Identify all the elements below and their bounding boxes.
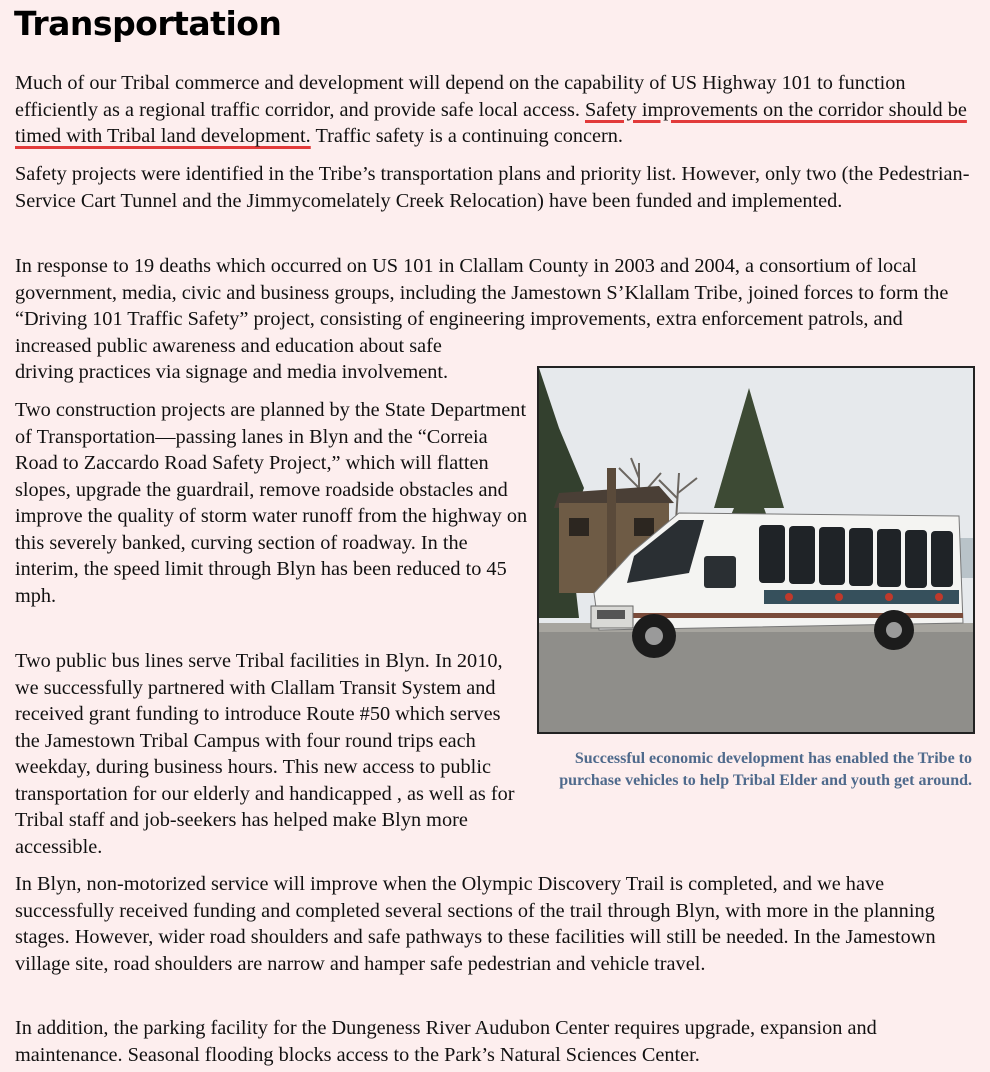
page-title: Transportation [14, 4, 282, 43]
paragraph-parking: In addition, the parking facility for the Dungeness River Audubon Center requires upgrade, expansion and maintenance. Seasonal flooding blocks access to the Park’s Natural Sciences Center. [15, 1017, 877, 1066]
paragraph-corridor-text: Much of our Tribal commerce and development will depend on the capability of US Highway 101 to function efficiently as a regional traffic corridor, and provide safe local access. [15, 72, 906, 121]
paragraph-consortium-text: In response to 19 deaths which occurred on US 101 in Clallam County in 2003 and 2004, a consortium of local government, media, civic and business groups, including the Jamestown S’Klallam Tribe, joined forces to form the “Driving 101 Traffic Safety” project, consisting of engineering improvements, extra enforcement patrols, and increased public awareness and education about safe [15, 255, 949, 357]
paragraph-safety-projects: Safety projects were identified in the Tribe’s transportation plans and priority list. However, only two (the Pedestrian-Service Cart Tunnel and the Jimmycomelately Creek Relocation) have been funded and implemented. [15, 163, 970, 212]
shuttle-bus-illustration [539, 368, 973, 732]
paragraph-non-motorized: In Blyn, non-motorized service will improve when the Olympic Discovery Trail is completed, and we have successfully received funding and completed several sections of the trail through Blyn, with more in the planning stages. However, wider road shoulders and safe pathways to these facilities will still be needed. In the Jamestown village site, road shoulders are narrow and hamper safe pedestrian and vehicle travel. [15, 873, 936, 975]
paragraph-bus-lines: Two public bus lines serve Tribal facilities in Blyn. In 2010, we successfully partnered with Clallam Transit System and received grant funding to introduce Route #50 which serves the Jamestown Tribal Campus with four round trips each weekday, during business hours. This new access to public transportation for our elderly and handicapped , as well as for Tribal staff and job-seekers has helped make Blyn more accessible. [15, 650, 515, 858]
paragraph-construction-projects: Two construction projects are planned by the State Department of Transportation—passing lanes in Blyn and the “Correia Road to Zaccardo Road Safety Project,” which will flatten slopes, upgrade the guardrail, remove roadside obstacles and improve the quality of storm water runoff from the highway on this severely banked, curving section of roadway. In the interim, the speed limit through Blyn has been reduced to 45 mph. [15, 399, 528, 607]
photo-caption: Successful economic development has enabled the Tribe to purchase vehicles to help Tribal Elder and youth get around. [559, 750, 972, 789]
shuttle-bus-photo [537, 366, 975, 734]
paragraph-corridor-tail: Traffic safety is a continuing concern. [310, 125, 623, 147]
paragraph-corridor [15, 70, 977, 150]
highlighted-sentence: Safety improvements on the corridor should be timed with Tribal land development. [15, 98, 967, 147]
paragraph-consortium-last-line: driving practices via signage and media involvement. [15, 361, 449, 383]
